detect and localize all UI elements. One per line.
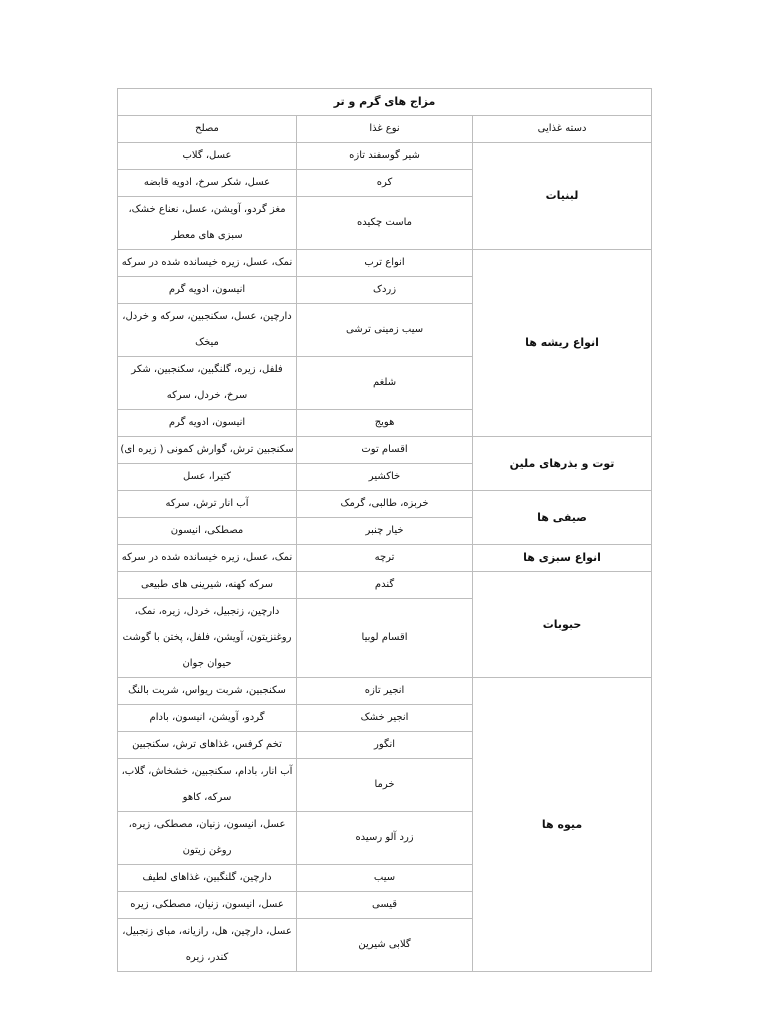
table-row: [118, 250, 652, 277]
remedy-cell: دارچین، گلنگبین، غذاهای لطیف: [118, 865, 297, 892]
category-cell: انواع سبزی ها: [473, 545, 652, 572]
remedy-cell: عسل، انیسون، زنیان، مصطکی، زیره: [118, 892, 297, 919]
table-row: [118, 678, 652, 705]
remedy-cell: انیسون، ادویه گرم: [118, 410, 297, 437]
remedy-cell: مغز گردو، آویشن، عسل، نعناع خشک، سبزی های معطر: [118, 197, 297, 250]
food-cell: کره: [297, 170, 473, 197]
category-cell: میوه ها: [473, 678, 652, 972]
food-cell: انواع ترب: [297, 250, 473, 277]
food-cell: خرما: [297, 759, 473, 812]
table-row: [118, 545, 652, 572]
header-remedy: مصلح: [118, 116, 297, 143]
food-cell: انجیر تازه: [297, 678, 473, 705]
food-cell: قیسی: [297, 892, 473, 919]
table-row: [118, 491, 652, 518]
food-cell: شیر گوسفند تازه: [297, 143, 473, 170]
food-cell: خربزه، طالبی، گرمک: [297, 491, 473, 518]
category-cell: حبوبات: [473, 572, 652, 678]
category-cell: توت و بذرهای ملین: [473, 437, 652, 491]
header-row: [118, 116, 652, 143]
food-cell: گلابی شیرین: [297, 919, 473, 972]
food-cell: زرد آلو رسیده: [297, 812, 473, 865]
table-row: [118, 572, 652, 599]
remedy-cell: سکنجبین، شربت ریواس، شربت بالنگ: [118, 678, 297, 705]
header-category: دسته غذایی: [473, 116, 652, 143]
remedy-cell: عسل، شکر سرخ، ادویه قابضه: [118, 170, 297, 197]
food-cell: شلغم: [297, 357, 473, 410]
remedy-cell: آب انار، بادام، سکنجبین، خشخاش، گلاب، سرکه، کاهو: [118, 759, 297, 812]
category-cell: انواع ریشه ها: [473, 250, 652, 437]
table-row: [118, 143, 652, 170]
remedy-cell: انیسون، ادویه گرم: [118, 277, 297, 304]
food-cell: خاکشیر: [297, 464, 473, 491]
remedy-cell: نمک، عسل، زیره خیسانده شده در سرکه: [118, 250, 297, 277]
remedy-cell: آب انار ترش، سرکه: [118, 491, 297, 518]
header-food: نوع غذا: [297, 116, 473, 143]
food-cell: اقسام لوبیا: [297, 599, 473, 678]
remedy-cell: دارچین، زنجبیل، خردل، زیره، نمک، روغنزیتون، آویشن، فلفل، پختن با گوشت حیوان جوان: [118, 599, 297, 678]
food-cell: انجیر خشک: [297, 705, 473, 732]
remedy-cell: مصطکی، انیسون: [118, 518, 297, 545]
remedy-cell: نمک، عسل، زیره خیسانده شده در سرکه: [118, 545, 297, 572]
remedy-cell: دارچین، عسل، سکنجبین، سرکه و خردل، میخک: [118, 304, 297, 357]
remedy-cell: گردو، آویشن، انیسون، بادام: [118, 705, 297, 732]
remedy-cell: سرکه کهنه، شیرینی های طبیعی: [118, 572, 297, 599]
remedy-cell: فلفل، زیره، گلنگبین، سکنجبین، شکر سرخ، خردل، سرکه: [118, 357, 297, 410]
remedy-cell: عسل، گلاب: [118, 143, 297, 170]
food-cell: هویج: [297, 410, 473, 437]
food-cell: سیب زمینی ترشی: [297, 304, 473, 357]
food-cell: خیار چنبر: [297, 518, 473, 545]
food-cell: زردک: [297, 277, 473, 304]
remedy-cell: عسل، انیسون، زنیان، مصطکی، زیره، روغن زیتون: [118, 812, 297, 865]
food-cell: گندم: [297, 572, 473, 599]
food-cell: ترچه: [297, 545, 473, 572]
remedy-cell: سکنجبین ترش، گوارش کمونی ( زیره ای): [118, 437, 297, 464]
remedy-cell: کتیرا، عسل: [118, 464, 297, 491]
title-row: [118, 89, 652, 116]
category-cell: صیفی ها: [473, 491, 652, 545]
table-row: [118, 437, 652, 464]
remedy-cell: عسل، دارچین، هل، رازیانه، مبای زنجبیل، کندر، زیره: [118, 919, 297, 972]
remedy-cell: تخم کرفس، غذاهای ترش، سکنجبین: [118, 732, 297, 759]
document-page: [117, 88, 651, 972]
food-cell: ماست چکیده: [297, 197, 473, 250]
temperament-food-table: [117, 88, 652, 972]
food-cell: انگور: [297, 732, 473, 759]
category-cell: لبنیات: [473, 143, 652, 250]
food-cell: اقسام توت: [297, 437, 473, 464]
table-title: مزاج های گرم و تر: [118, 89, 652, 116]
food-cell: سیب: [297, 865, 473, 892]
